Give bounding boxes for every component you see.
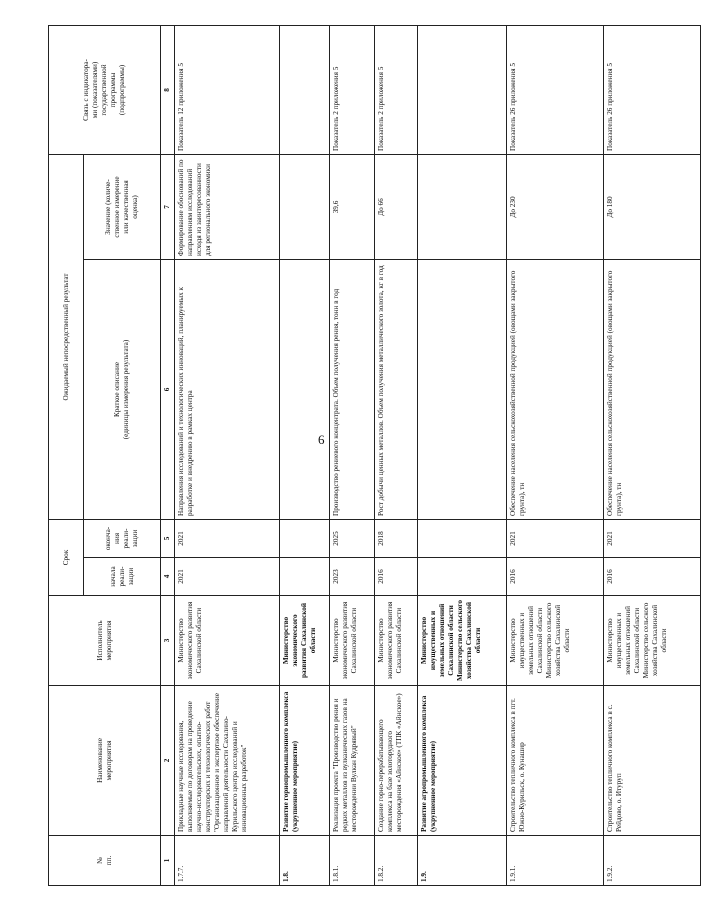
page-number: 6 <box>318 432 325 447</box>
table-row <box>280 25 330 885</box>
col-number: 2 <box>161 686 175 836</box>
row-name: Развитие агропромышленного комплекса (укрупненное мероприятие) <box>418 686 507 836</box>
row-start: 2021 <box>175 558 280 596</box>
row-desc <box>418 259 507 519</box>
row-start: 2016 <box>507 558 604 596</box>
header-link: Связь с индикатора- ми (показателями) государственной программы (подпрограммы) <box>49 25 161 154</box>
row-link: Показатель 2 приложения 5 <box>330 25 375 154</box>
row-name: Строительство тепличного комплекса в с. Рейдово, о. Итуруп <box>604 686 701 836</box>
row-value: До 230 <box>507 154 604 259</box>
row-name: Строительство тепличного комплекса в пгт. Южно-Курильск, о. Кунашир <box>507 686 604 836</box>
header-executor: Исполнитель мероприятия <box>49 596 161 686</box>
col-number: 7 <box>161 154 175 259</box>
row-num: 1.9.2. <box>604 836 701 886</box>
row-link <box>418 25 507 154</box>
header-name: Наименование мероприятия <box>49 686 161 836</box>
row-end: 2021 <box>175 519 280 557</box>
header-row-1 <box>49 25 84 885</box>
header-start: начала реали- зации <box>84 558 161 596</box>
row-executor: Министерство экономического развития Сахалинской области <box>330 596 375 686</box>
col-number: 8 <box>161 25 175 154</box>
header-num: № пп. <box>49 836 161 886</box>
row-start: 2023 <box>330 558 375 596</box>
row-end: 2021 <box>507 519 604 557</box>
table-row <box>507 25 604 885</box>
row-desc: Направления исследований и технологических инноваций, планируемых к разработке и внедрению в рамках центра <box>175 259 280 519</box>
col-number: 1 <box>161 836 175 886</box>
row-value: 39,6 <box>330 154 375 259</box>
row-name: Прикладные научные исследования, выполняемые по договорам на проведение научно-исследовательских, опытно-конструкторских и технологических работ "Организационное и экспертное обеспечение направлений деятельности Сахалино-Курильского центра исследований и инновационных разработок" <box>175 686 280 836</box>
row-executor: Министерство экономического развития Сахалинской области <box>175 596 280 686</box>
row-value: Формирование обоснований по направлениям исследований исходя из заинтересованности для регионального экономики <box>175 154 280 259</box>
row-name: Реализация проекта "Производство рения и редких металлов из вулканических газов на месторождении Вулкан Кудрявый" <box>330 686 375 836</box>
row-end: 2025 <box>330 519 375 557</box>
row-num: 1.9.1. <box>507 836 604 886</box>
column-numbers-row <box>161 25 175 885</box>
header-short-desc: Краткое описание (единицы измерения результата) <box>84 259 161 519</box>
row-value: До 180 <box>604 154 701 259</box>
col-number: 6 <box>161 259 175 519</box>
measures-table <box>48 25 701 886</box>
row-start <box>418 558 507 596</box>
col-number: 4 <box>161 558 175 596</box>
rotated-table-wrapper <box>48 26 668 886</box>
row-executor: Министерство экономического развития Сахалинской области <box>375 596 418 686</box>
row-link: Показатель 12 приложения 5 <box>175 25 280 154</box>
row-executor: Министерство экономического развития Сахалинской области <box>280 596 330 686</box>
header-value: Значение (количе- ственное измерение или качественная оценка) <box>84 154 161 259</box>
header-term: Срок <box>49 519 84 595</box>
row-executor: Министерство имущественных и земельных отношений Сахалинской области Министерство сельского хозяйства Сахалинской области <box>507 596 604 686</box>
table-row <box>418 25 507 885</box>
row-executor: Министерство имущественных и земельных отношений Сахалинской области Министерство сельского хозяйства Сахалинской области <box>418 596 507 686</box>
row-num: 1.8. <box>280 836 330 886</box>
row-desc <box>280 259 330 519</box>
row-num: 1.8.2. <box>375 836 418 886</box>
row-end <box>418 519 507 557</box>
row-start <box>280 558 330 596</box>
row-desc: Рост добычи ценных металлов. Объем получения металлического золота, кг в год <box>375 259 418 519</box>
table-row <box>175 25 280 885</box>
row-link: Показатель 26 приложения 5 <box>507 25 604 154</box>
col-number: 5 <box>161 519 175 557</box>
row-desc: Обеспечение населения сельскохозяйственной продукцией (овощами закрытого грунта), тн <box>507 259 604 519</box>
row-end <box>280 519 330 557</box>
header-expected: Ожидаемый непосредственный результат <box>49 154 84 519</box>
row-end: 2021 <box>604 519 701 557</box>
row-num: 1.8.1. <box>330 836 375 886</box>
col-number: 3 <box>161 596 175 686</box>
row-name: Создание горно-перерабатывающего комплекса на базе золоторудного месторождения «Айнское» (ТПК «Айнское») <box>375 686 418 836</box>
row-start: 2016 <box>604 558 701 596</box>
header-end: оконча- ния реали- зации <box>84 519 161 557</box>
row-link <box>280 25 330 154</box>
row-value <box>418 154 507 259</box>
row-value: До 66 <box>375 154 418 259</box>
table-row <box>330 25 375 885</box>
row-num: 1.7.7. <box>175 836 280 886</box>
row-executor: Министерство имущественных и земельных отношений Сахалинской области Министерство сельского хозяйства Сахалинской области <box>604 596 701 686</box>
row-start: 2016 <box>375 558 418 596</box>
row-end: 2018 <box>375 519 418 557</box>
row-name: Развитие горнопромышленного комплекса (укрупненное мероприятие) <box>280 686 330 836</box>
row-desc: Производство рениевого концентрата. Объем получения рения, тонн в год <box>330 259 375 519</box>
table-row <box>604 25 701 885</box>
table-row <box>375 25 418 885</box>
row-link: Показатель 26 приложения 5 <box>604 25 701 154</box>
row-value <box>280 154 330 259</box>
row-desc: Обеспечение населения сельскохозяйственной продукцией (овощами закрытого грунта), тн <box>604 259 701 519</box>
row-link: Показатель 2 приложения 5 <box>375 25 418 154</box>
row-num: 1.9. <box>418 836 507 886</box>
